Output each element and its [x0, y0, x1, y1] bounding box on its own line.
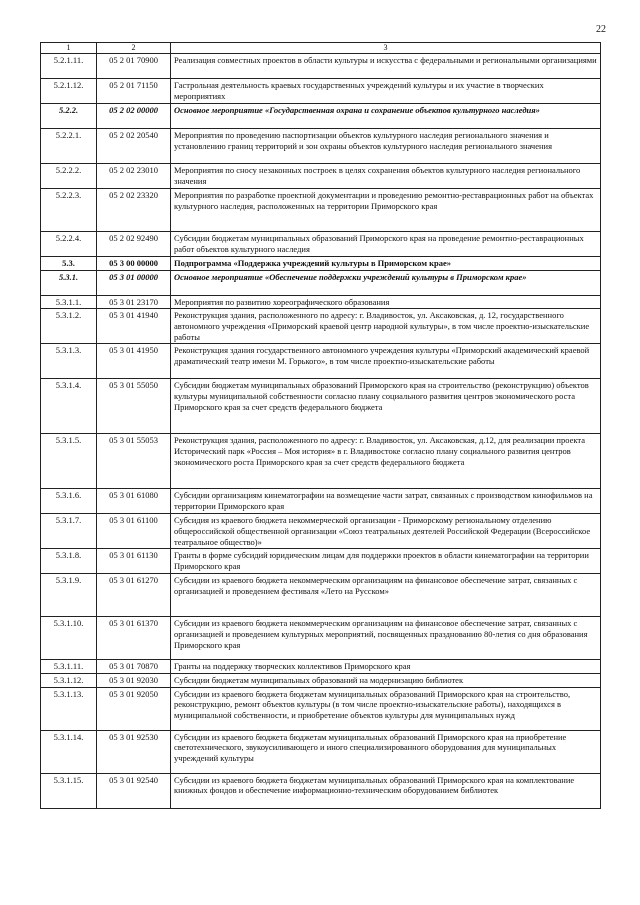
row-code-cell: 05 2 02 20540: [97, 129, 171, 164]
row-code-cell: 05 3 01 70870: [97, 660, 171, 674]
row-code-cell: 05 2 01 71150: [97, 79, 171, 104]
row-code-cell: 05 2 02 92490: [97, 232, 171, 257]
table-row: [41, 687, 601, 730]
row-number-cell: 5.3.1.9.: [41, 574, 97, 617]
row-number-cell: 5.3.1.5.: [41, 434, 97, 489]
row-description-cell: Субсидия из краевого бюджета некоммерческой организации - Приморскому региональному отделению общероссийской общественной организации «Союз театральных деятелей Российской Федерации (Всероссийское театральное общество)»: [171, 514, 601, 549]
row-code-cell: 05 2 02 00000: [97, 104, 171, 129]
table-row: [41, 574, 601, 617]
row-number-cell: 5.3.1.2.: [41, 309, 97, 344]
table-row: [41, 257, 601, 271]
row-code-cell: 05 3 01 92030: [97, 673, 171, 687]
row-code-cell: 05 3 01 61100: [97, 514, 171, 549]
row-code-cell: 05 3 01 00000: [97, 270, 171, 295]
row-number-cell: 5.3.1.4.: [41, 379, 97, 434]
table-row: [41, 730, 601, 773]
row-description-cell: Мероприятия по сносу незаконных построек в целях сохранения объектов культурного наследия регионального значения: [171, 164, 601, 189]
row-code-cell: 05 3 01 55053: [97, 434, 171, 489]
table-row: [41, 344, 601, 379]
row-number-cell: 5.3.1.15.: [41, 773, 97, 808]
table-row: [41, 129, 601, 164]
row-code-cell: 05 3 01 61370: [97, 617, 171, 660]
table-row: [41, 164, 601, 189]
row-number-cell: 5.3.1.8.: [41, 549, 97, 574]
table-row: [41, 549, 601, 574]
row-code-cell: 05 3 01 41940: [97, 309, 171, 344]
row-number-cell: 5.3.1.7.: [41, 514, 97, 549]
row-code-cell: 05 2 02 23010: [97, 164, 171, 189]
row-number-cell: 5.3.1.: [41, 270, 97, 295]
table-row: [41, 379, 601, 434]
row-number-cell: 5.3.1.6.: [41, 489, 97, 514]
row-number-cell: 5.3.1.14.: [41, 730, 97, 773]
row-code-cell: 05 3 00 00000: [97, 257, 171, 271]
row-code-cell: 05 3 01 61270: [97, 574, 171, 617]
row-description-cell: Гранты на поддержку творческих коллективов Приморского края: [171, 660, 601, 674]
row-code-cell: 05 2 01 70900: [97, 54, 171, 79]
row-description-cell: Реконструкция здания государственного автономного учреждения культуры «Приморский академический краевой драматический театр имени М. Горького», в том числе проектно-изыскательские работы: [171, 344, 601, 379]
row-description-cell: Субсидии из краевого бюджета бюджетам муниципальных образований Приморского края на комплектование книжных фондов и обеспечение информационно-техническим оборудованием библиотек: [171, 773, 601, 808]
table-row: [41, 295, 601, 309]
header-cell-code: 2: [97, 43, 171, 54]
row-number-cell: 5.2.2.4.: [41, 232, 97, 257]
row-number-cell: 5.2.1.11.: [41, 54, 97, 79]
row-code-cell: 05 3 01 61130: [97, 549, 171, 574]
row-description-cell: Реконструкция здания, расположенного по адресу: г. Владивосток, ул. Аксаковская, д.12, для реализации проекта Исторический парк «Россия – Моя история» в г. Владивостоке согласно плану социального развития центров экономического роста Приморского края за счет средств федерального бюджета: [171, 434, 601, 489]
row-code-cell: 05 3 01 61080: [97, 489, 171, 514]
row-description-cell: Субсидии из краевого бюджета некоммерческим организациям на финансовое обеспечение затрат, связанных с организацией и проведением фестиваля «Лето на Русском»: [171, 574, 601, 617]
row-description-cell: Мероприятия по проведению паспортизации объектов культурного наследия регионального значения и установлению границ территорий и зон охраны объектов культурного наследия регионального значения: [171, 129, 601, 164]
row-description-cell: Основное мероприятие «Государственная охрана и сохранение объектов культурного наследия»: [171, 104, 601, 129]
table-row: [41, 79, 601, 104]
row-number-cell: 5.2.2.3.: [41, 189, 97, 232]
table-row: [41, 489, 601, 514]
row-number-cell: 5.2.2.: [41, 104, 97, 129]
row-description-cell: Подпрограмма «Поддержка учреждений культуры в Приморском крае»: [171, 257, 601, 271]
row-description-cell: Гастрольная деятельность краевых государственных учреждений культуры и их участие в творческих мероприятиях: [171, 79, 601, 104]
table-row: [41, 434, 601, 489]
row-description-cell: Мероприятия по развитию хореографического образования: [171, 295, 601, 309]
table-row: [41, 660, 601, 674]
row-number-cell: 5.3.1.13.: [41, 687, 97, 730]
row-number-cell: 5.3.1.12.: [41, 673, 97, 687]
row-description-cell: Субсидии организациям кинематографии на возмещение части затрат, связанных с производством кинофильмов на территории Приморского края: [171, 489, 601, 514]
table-row: [41, 54, 601, 79]
row-number-cell: 5.3.1.10.: [41, 617, 97, 660]
table-header-row: [41, 43, 601, 54]
row-description-cell: Основное мероприятие «Обеспечение поддержки учреждений культуры в Приморском крае»: [171, 270, 601, 295]
table-row: [41, 673, 601, 687]
row-number-cell: 5.3.1.11.: [41, 660, 97, 674]
table-row: [41, 232, 601, 257]
table-row: [41, 189, 601, 232]
header-cell-description: 3: [171, 43, 601, 54]
header-cell-number: 1: [41, 43, 97, 54]
row-description-cell: Реконструкция здания, расположенного по адресу: г. Владивосток, ул. Аксаковская, д. 12, государственного автономного учреждения «Приморский краевой центр народной культуры», в том числе проектно-изыскательские работы: [171, 309, 601, 344]
row-number-cell: 5.2.2.2.: [41, 164, 97, 189]
page-number: 22: [596, 24, 606, 35]
table-row: [41, 773, 601, 808]
row-number-cell: 5.3.1.3.: [41, 344, 97, 379]
row-description-cell: Субсидии бюджетам муниципальных образований Приморского края на проведение ремонтно-реставрационных работ объектов культурного наследия: [171, 232, 601, 257]
row-description-cell: Мероприятия по разработке проектной документации и проведению ремонтно-реставрационных работ на объектах культурного наследия, расположенных на территории Приморского края: [171, 189, 601, 232]
row-description-cell: Субсидии бюджетам муниципальных образований Приморского края на строительство (реконструкцию) объектов культуры муниципальной собственности согласно плану социального развития центров экономического роста Приморского края за счет средств федерального бюджета: [171, 379, 601, 434]
row-code-cell: 05 3 01 92540: [97, 773, 171, 808]
table-row: [41, 104, 601, 129]
row-code-cell: 05 3 01 55050: [97, 379, 171, 434]
row-number-cell: 5.3.1.1.: [41, 295, 97, 309]
row-description-cell: Субсидии из краевого бюджета некоммерческим организациям на финансовое обеспечение затрат, связанных с организацией и проведением культурных мероприятий, посвященных празднованию 80-летия со дня образования Приморского края: [171, 617, 601, 660]
row-code-cell: 05 3 01 41950: [97, 344, 171, 379]
table-row: [41, 309, 601, 344]
row-description-cell: Субсидии бюджетам муниципальных образований на модернизацию библиотек: [171, 673, 601, 687]
row-description-cell: Гранты в форме субсидий юридическим лицам для поддержки проектов в области кинематографии на территории Приморского края: [171, 549, 601, 574]
table-row: [41, 514, 601, 549]
row-description-cell: Реализация совместных проектов в области культуры и искусства с федеральными и региональными организациями: [171, 54, 601, 79]
row-code-cell: 05 3 01 92050: [97, 687, 171, 730]
row-number-cell: 5.2.1.12.: [41, 79, 97, 104]
row-code-cell: 05 3 01 92530: [97, 730, 171, 773]
row-number-cell: 5.2.2.1.: [41, 129, 97, 164]
row-code-cell: 05 2 02 23320: [97, 189, 171, 232]
table-row: [41, 617, 601, 660]
row-description-cell: Субсидии из краевого бюджета бюджетам муниципальных образований Приморского края на приобретение светотехнического, звукоусиливающего и иного специализированного оборудования для муниципальных учреждений культуры: [171, 730, 601, 773]
table-row: [41, 270, 601, 295]
row-code-cell: 05 3 01 23170: [97, 295, 171, 309]
row-description-cell: Субсидии из краевого бюджета бюджетам муниципальных образований Приморского края на строительство, реконструкцию, ремонт объектов культуры (в том числе проектно-изыскательские работы), находящихся в муниципальной собственности, и приобретение объектов культуры для муниципальных нужд: [171, 687, 601, 730]
row-number-cell: 5.3.: [41, 257, 97, 271]
budget-classification-table: [40, 42, 601, 809]
